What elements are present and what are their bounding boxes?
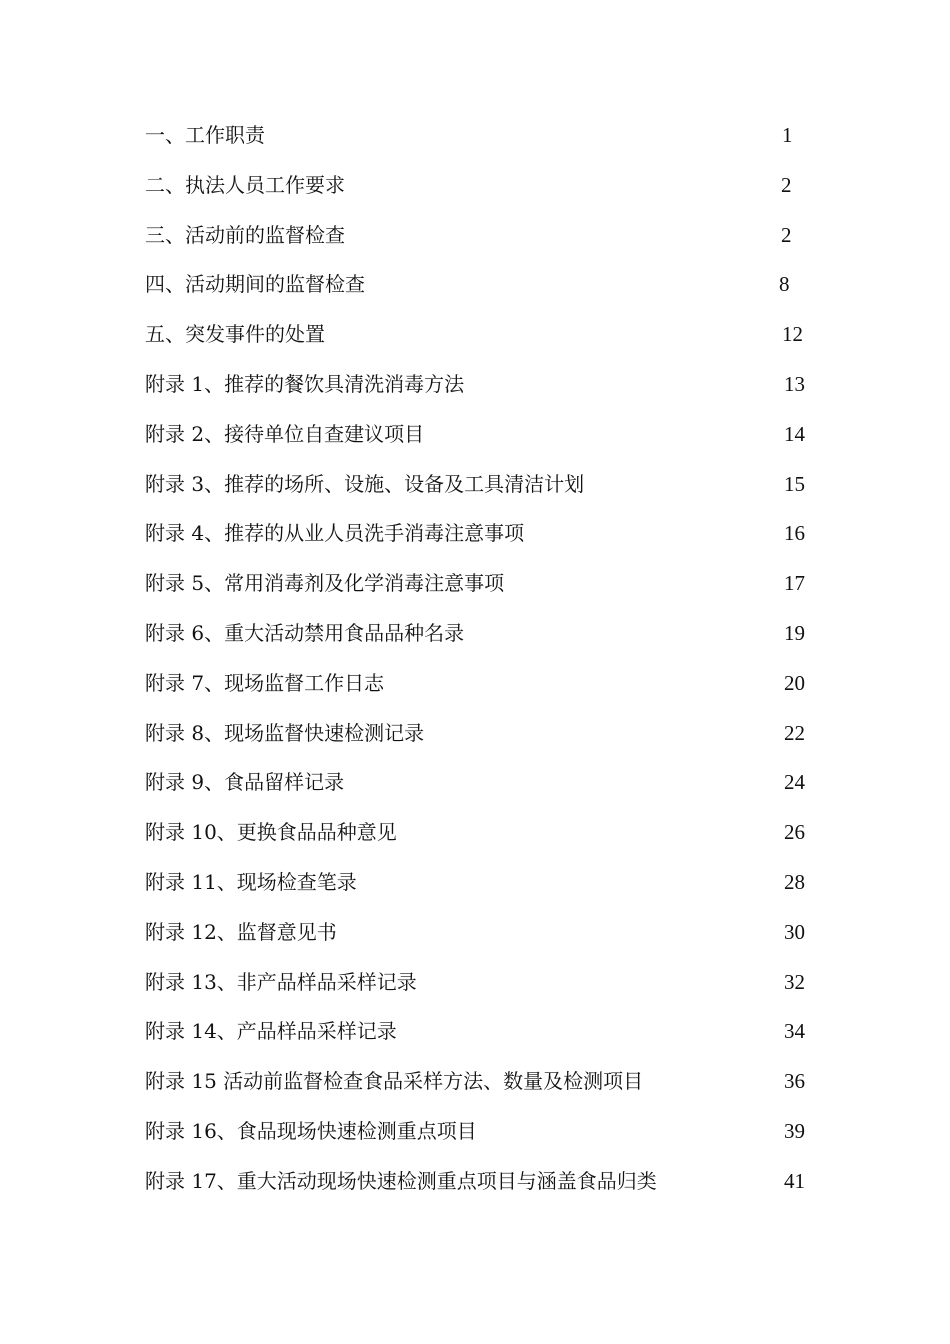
toc-entry-title: 五、突发事件的处置 [145,322,325,347]
toc-entry-title: 附录 11、现场检查笔录 [145,869,357,894]
toc-entry-page: 24 [784,770,805,795]
toc-entry-page: 32 [784,969,805,994]
toc-entry-title: 附录 8、现场监督快速检测记录 [145,720,425,745]
toc-entry-page: 36 [784,1069,805,1094]
toc-entry [145,161,825,211]
toc-entry-page: 30 [784,919,805,944]
toc-entry-page: 34 [784,1019,805,1044]
toc-entry [145,1157,825,1207]
toc-entry-page: 22 [784,720,805,745]
toc-entry-title: 附录 6、重大活动禁用食品品种名录 [145,620,465,645]
toc-entry-title: 四、活动期间的监督检查 [145,272,365,297]
toc-entry-page: 2 [781,222,792,247]
toc-entry-page: 17 [784,571,805,596]
toc-entry-title: 附录 17、重大活动现场快速检测重点项目与涵盖食品归类 [145,1168,657,1193]
toc-entry-title: 附录 4、推荐的从业人员洗手消毒注意事项 [145,521,525,546]
toc-entry-title: 附录 13、非产品样品采样记录 [145,969,417,994]
toc-entry [145,360,825,410]
toc-entry [145,211,825,261]
toc-entry-title: 附录 14、产品样品采样记录 [145,1019,397,1044]
toc-entry-page: 41 [784,1168,805,1193]
toc-entry-title: 附录 16、食品现场快速检测重点项目 [145,1118,477,1143]
table-of-contents [145,111,825,1207]
toc-entry-title: 附录 7、现场监督工作日志 [145,670,385,695]
toc-entry-page: 8 [779,272,790,297]
toc-entry-page: 16 [784,521,805,546]
toc-entry-page: 2 [781,172,792,197]
toc-entry [145,260,825,310]
toc-entry [145,758,825,808]
toc-entry [145,709,825,759]
toc-entry [145,1107,825,1157]
toc-entry-title: 二、执法人员工作要求 [145,172,345,197]
toc-entry [145,410,825,460]
toc-entry-title: 附录 12、监督意见书 [145,919,337,944]
toc-entry [145,1007,825,1057]
toc-entry-page: 28 [784,869,805,894]
toc-entry-page: 19 [784,620,805,645]
toc-entry-title: 附录 3、推荐的场所、设施、设备及工具清洁计划 [145,471,585,496]
toc-entry-page: 39 [784,1118,805,1143]
toc-entry [145,858,825,908]
toc-entry-title: 附录 9、食品留样记录 [145,770,345,795]
toc-entry-title: 附录 15 活动前监督检查食品采样方法、数量及检测项目 [145,1069,644,1094]
toc-entry-title: 附录 1、推荐的餐饮具清洗消毒方法 [145,371,465,396]
toc-entry-page: 1 [782,123,793,147]
toc-entry-page: 15 [784,471,805,496]
toc-entry [145,559,825,609]
toc-entry [145,808,825,858]
toc-entry [145,908,825,958]
toc-entry [145,509,825,559]
toc-entry [145,958,825,1008]
toc-entry-page: 26 [784,820,805,845]
toc-entry-title: 三、活动前的监督检查 [145,222,345,247]
toc-entry-title: 附录 5、常用消毒剂及化学消毒注意事项 [145,571,505,596]
toc-entry [145,460,825,510]
toc-entry-title: 一、工作职责 [145,123,265,147]
toc-entry-page: 12 [782,322,803,347]
toc-entry [145,1057,825,1107]
toc-entry-page: 14 [784,421,805,446]
toc-entry-page: 20 [784,670,805,695]
toc-entry [145,111,825,161]
toc-entry-title: 附录 2、接待单位自查建议项目 [145,421,425,446]
toc-entry [145,659,825,709]
toc-entry [145,310,825,360]
toc-entry-title: 附录 10、更换食品品种意见 [145,820,397,845]
toc-entry [145,609,825,659]
toc-entry-page: 13 [784,371,805,396]
